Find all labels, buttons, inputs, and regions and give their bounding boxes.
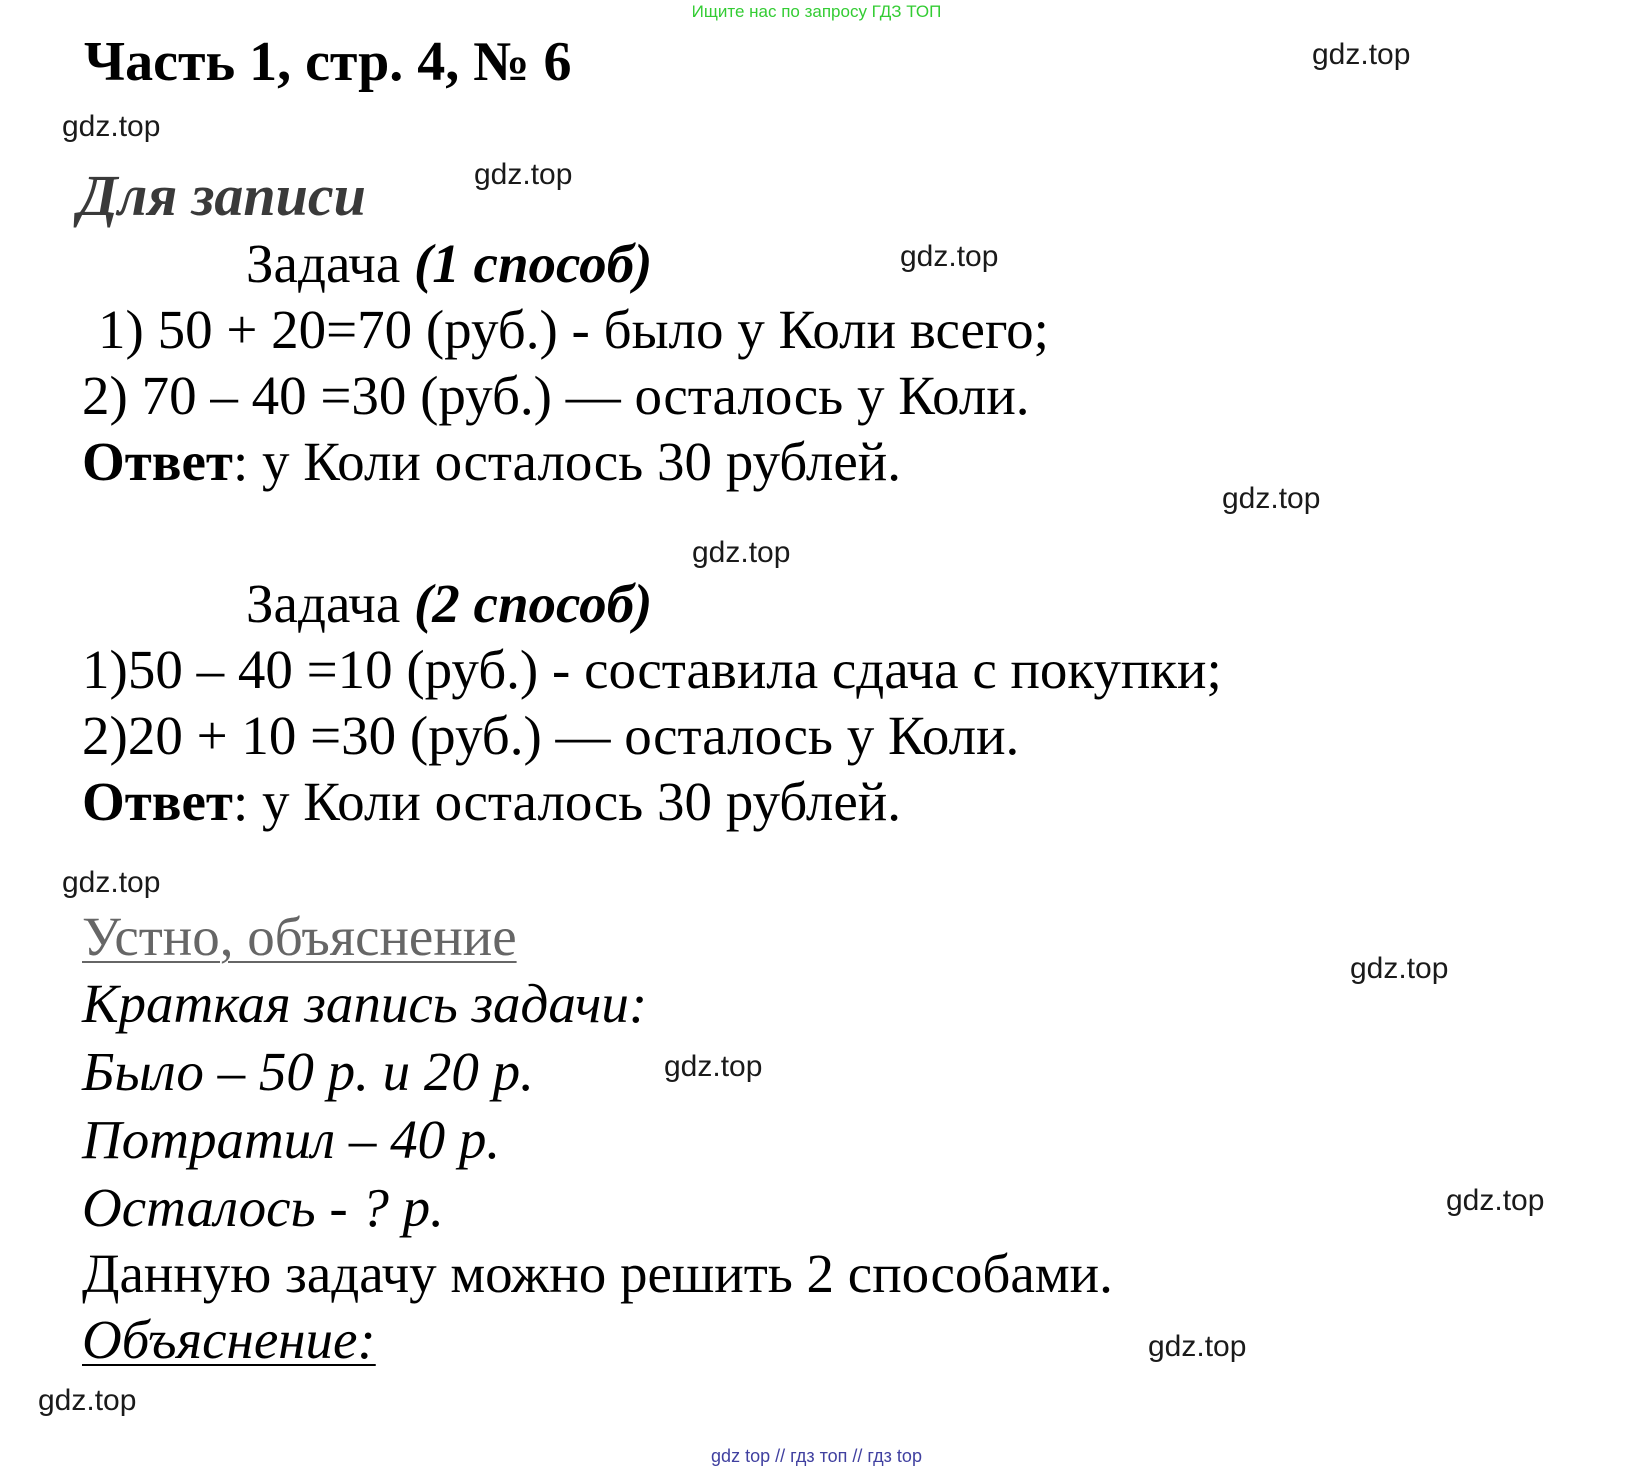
watermark: gdz.top: [1222, 482, 1321, 515]
task1-answer-text: : у Коли осталось 30 рублей.: [232, 431, 901, 492]
explanation-heading: Объяснение:: [82, 1309, 376, 1370]
solution-note: Данную задачу можно решить 2 способами.: [82, 1243, 1113, 1304]
watermark: gdz.top: [692, 536, 791, 569]
task1-answer-label: Ответ: [82, 431, 233, 492]
footer-links: gdz top // гдз топ // гдз top: [711, 1446, 922, 1466]
watermark: gdz.top: [664, 1050, 763, 1083]
task1-line2: 2) 70 – 40 =30 (руб.) — осталось у Коли.: [82, 365, 1030, 426]
short-record-heading: Краткая запись задачи:: [82, 973, 648, 1034]
watermark: gdz.top: [38, 1384, 137, 1417]
section-heading: Для записи: [78, 163, 366, 228]
task1-mode: (1 способ): [413, 233, 653, 294]
oral-heading: Устно, объяснение: [82, 906, 517, 967]
watermark: gdz.top: [1446, 1184, 1545, 1217]
record-spent: Потратил – 40 р.: [82, 1109, 501, 1170]
watermark: gdz.top: [62, 110, 161, 143]
task2-heading: [246, 572, 652, 635]
task2-answer-label: Ответ: [82, 771, 233, 832]
page-title: Часть 1, стр. 4, № 6: [84, 31, 572, 93]
task2-line2: 2)20 + 10 =30 (руб.) — осталось у Коли.: [82, 705, 1020, 766]
watermark: gdz.top: [1148, 1330, 1247, 1363]
task2-mode: (2 способ): [413, 573, 653, 634]
task1-heading: [246, 232, 652, 295]
task1-answer: [82, 430, 901, 493]
task1-line1: 1) 50 + 20=70 (руб.) - было у Коли всего;: [98, 299, 1049, 360]
record-was: Было – 50 р. и 20 р.: [82, 1041, 534, 1102]
top-banner: Ищите нас по запросу ГДЗ ТОП: [691, 2, 942, 21]
watermark: gdz.top: [1312, 38, 1411, 71]
watermark: gdz.top: [1350, 952, 1449, 985]
record-left: Осталось - ? р.: [82, 1177, 444, 1238]
watermark: gdz.top: [900, 240, 999, 273]
task2-answer: [82, 770, 901, 833]
task2-line1: 1)50 – 40 =10 (руб.) - составила сдача с покупки;: [82, 639, 1222, 700]
watermark: gdz.top: [474, 158, 573, 191]
task2-word: Задача: [246, 573, 414, 634]
task1-word: Задача: [246, 233, 414, 294]
task2-answer-text: : у Коли осталось 30 рублей.: [232, 771, 901, 832]
watermark: gdz.top: [62, 866, 161, 899]
